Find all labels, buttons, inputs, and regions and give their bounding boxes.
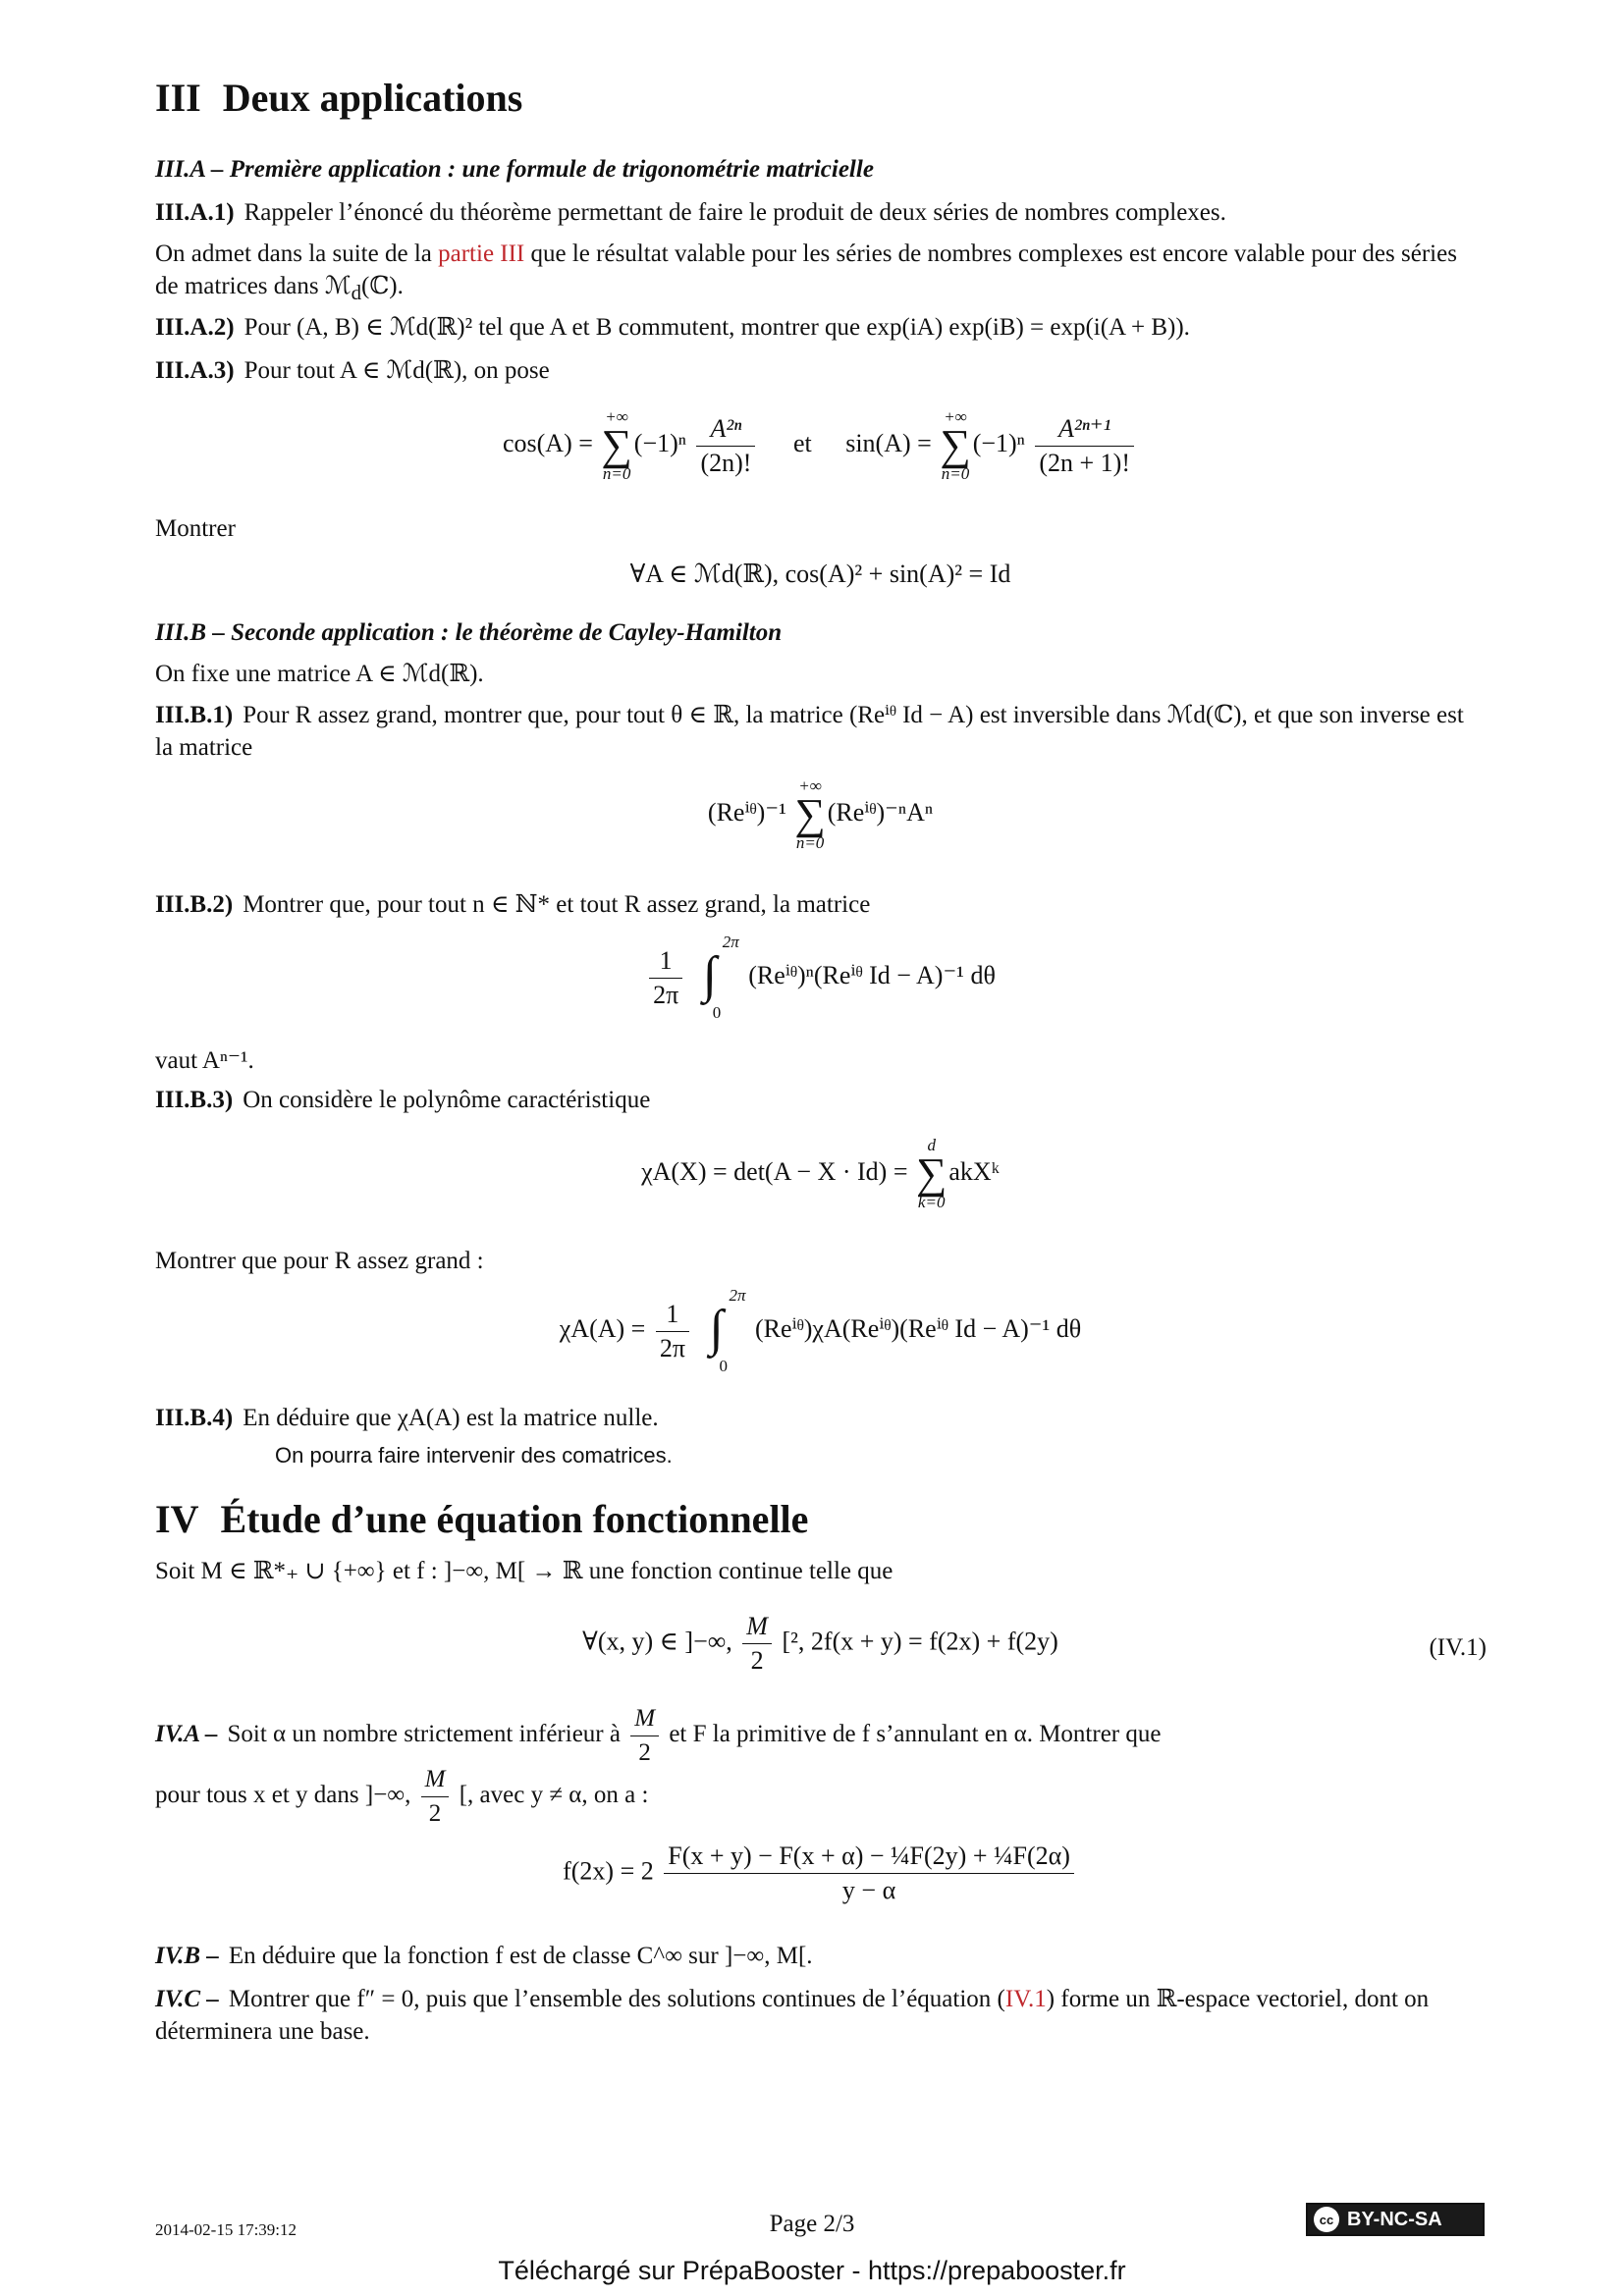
- equation-integral-2: χA(A) = $\frac{1}{2\pi}$ ∫ 2π 0 (Reⁱᶿ)χA(Reⁱᶿ)(Reⁱᶿ Id − A)⁻¹ dθ: [559, 1286, 1082, 1375]
- part-3a-heading: III.A – Première application : une formule de trigonométrie matricielle: [155, 156, 874, 183]
- question-4a-cont: pour tous x et y dans ]−∞, $\frac{M}{2}$ [, avec y ≠ α, on a :: [155, 1763, 1486, 1831]
- equation-charpoly: χA(X) = det(A − X · Id) = d ∑ k=0 akXᵏ: [641, 1136, 1000, 1211]
- integral-sign-2: ∫ 2π 0: [709, 1286, 746, 1375]
- equation-f2x: f(2x) = 2 $\frac{\text{F(x + y) − F(x + α) − ¼F(2y) + ¼F(2α)}}{y - \alpha}$: [155, 1840, 1486, 1907]
- footer-page-number: Page 2/3: [769, 2211, 855, 2237]
- license-badge[interactable]: cc BY-NC-SA: [1306, 2203, 1485, 2236]
- question-3b3: III.B.3) On considère le polynôme caractéristique: [155, 1087, 651, 1113]
- question-4b: IV.B – En déduire que la fonction f est de classe C^∞ sur ]−∞, M[.: [155, 1943, 813, 1969]
- admit-paragraph: On admet dans la suite de la partie III que le résultat valable pour les séries de nombres complexes est encore valable pour des séries de matrices dans ℳ$_d$(ℂ).: [155, 240, 1457, 304]
- question-3a1: III.A.1) Rappeler l’énoncé du théorème permettant de faire le produit de deux séries de nombres complexes.: [155, 199, 1226, 226]
- question-3b1: III.B.1) Pour R assez grand, montrer que, pour tout θ ∈ ℝ, la matrice (Reⁱᶿ Id − A) est inversible dans ℳd(ℂ), et que son inverse est la matrice: [155, 702, 1464, 761]
- equation-inverse: (Reⁱᶿ)⁻¹ +∞ ∑ n=0 (Reⁱᶿ)⁻ⁿAⁿ: [707, 776, 934, 852]
- integral-sign-1: ∫ 2π 0: [702, 933, 739, 1022]
- equation-IV1: ∀(x, y) ∈ ]−∞, $\frac{M}{2}$ [², 2f(x + y) = f(2x) + f(2y): [582, 1612, 1058, 1675]
- hint-text: On pourra faire intervenir des comatrices.: [275, 1443, 673, 1468]
- download-source-text: Téléchargé sur PrépaBooster - https://prepabooster.fr: [498, 2256, 1126, 2285]
- question-3b2: III.B.2) Montrer que, pour tout n ∈ ℕ* et tout R assez grand, la matrice: [155, 891, 871, 918]
- equation-tag-IV1: (IV.1): [1429, 1634, 1487, 1661]
- montrer-R-text: Montrer que pour R assez grand :: [155, 1248, 484, 1274]
- equation-integral-1: $\frac{1}{2\pi}$ ∫ 2π 0 (Reⁱᶿ)ⁿ(Reⁱᶿ Id − A)⁻¹ dθ: [155, 938, 1486, 1017]
- sum-inverse: +∞ ∑ n=0: [794, 776, 826, 852]
- footer-timestamp: 2014-02-15 17:39:12: [155, 2220, 298, 2239]
- sum-cos: +∞ ∑ n=0: [601, 407, 632, 483]
- section-4-heading: IV Étude d’une équation fonctionnelle: [155, 1497, 809, 1541]
- equation-cos-sin: cos(A) = +∞ ∑ n=0 (−1)ⁿ $\frac{\text{A²ⁿ}}{(2n)!}$ et sin(A) = +∞ ∑ n=0 (−1)ⁿ $\frac{\text{A²ⁿ⁺¹}}{(2n + 1)!}$: [155, 408, 1486, 483]
- question-3a2: III.A.2) Pour (A, B) ∈ ℳd(ℝ)² tel que A et B commutent, montrer que exp(iA) exp(iB) = exp(i(A + B)).: [155, 314, 1190, 341]
- part-3b-heading: III.B – Seconde application : le théorème de Cayley-Hamilton: [155, 619, 783, 646]
- sum-sin: +∞ ∑ n=0: [940, 407, 971, 483]
- montrer-label: Montrer: [155, 515, 236, 542]
- question-4c: IV.C – Montrer que f″ = 0, puis que l’ensemble des solutions continues de l’équation (IV.1) forme un ℝ-espace vectoriel, dont on déterminera une base.: [155, 1986, 1430, 2045]
- sum-charpoly: d ∑ k=0: [916, 1136, 947, 1211]
- partie-III-link[interactable]: partie III: [438, 240, 525, 267]
- fix-matrix-text: On fixe une matrice A ∈ ℳd(ℝ).: [155, 661, 484, 687]
- section-3-heading: III Deux applications: [155, 76, 523, 120]
- vaut-text: vaut Aⁿ⁻¹.: [155, 1047, 254, 1074]
- IV1-link[interactable]: IV.1: [1004, 1986, 1047, 2012]
- cc-icon: cc: [1314, 2207, 1339, 2232]
- equation-identity: ∀A ∈ ℳd(ℝ), cos(A)² + sin(A)² = Id: [629, 560, 1011, 588]
- question-3b4: III.B.4) En déduire que χA(A) est la matrice nulle.: [155, 1405, 659, 1431]
- question-3a3: III.A.3) Pour tout A ∈ ℳd(ℝ), on pose: [155, 357, 550, 384]
- question-4a: IV.A – Soit α un nombre strictement inférieur à $\frac{M}{2}$ et F la primitive de f s’annulant en α. Montrer que: [155, 1702, 1486, 1770]
- soit-text: Soit M ∈ ℝ*₊ ∪ {+∞} et f : ]−∞, M[ → ℝ une fonction continue telle que: [155, 1558, 893, 1584]
